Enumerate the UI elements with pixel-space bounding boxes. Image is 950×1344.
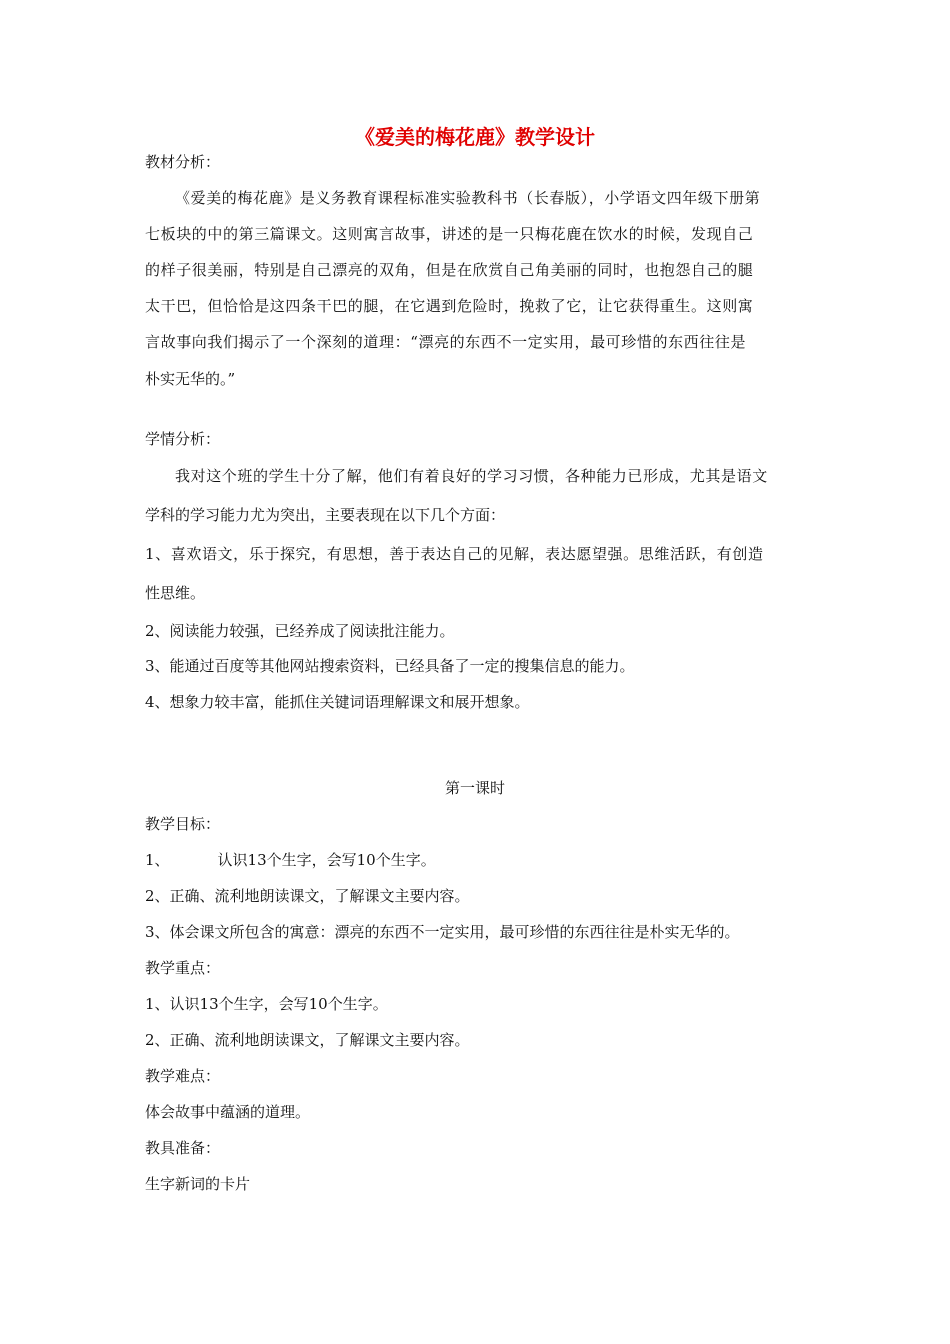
list-item-continuation: 性思维。 (145, 584, 206, 602)
list-text: 认识13个生字，会写10个生字。 (217, 851, 436, 869)
list-item: 1、喜欢语文，乐于探究，有思想，善于表达自己的见解，表达愿望强。思维活跃，有创造 (145, 545, 764, 563)
list-item: 3、能通过百度等其他网站搜索资料，已经具备了一定的搜集信息的能力。 (145, 657, 635, 675)
section-heading-difficulties: 教学难点： (145, 1067, 221, 1085)
list-item: 2、正确、流利地朗读课文，了解课文主要内容。 (145, 1031, 470, 1049)
section-heading-materials: 教具准备： (145, 1139, 221, 1157)
list-item: 4、想象力较丰富，能抓住关键词语理解课文和展开想象。 (145, 693, 530, 711)
paragraph-line: 学科的学习能力尤为突出，主要表现在以下几个方面： (145, 506, 506, 524)
paragraph-line: 太干巴，但恰恰是这四条干巴的腿，在它遇到危险时，挽救了它，让它获得重生。这则寓 (145, 297, 754, 315)
paragraph-line: 的样子很美丽，特别是自己漂亮的双角，但是在欣赏自己角美丽的同时，也抱怨自己的腿 (145, 261, 754, 279)
paragraph-line: 七板块的中的第三篇课文。这则寓言故事，讲述的是一只梅花鹿在饮水的时候，发现自己 (145, 225, 754, 243)
list-item: 3、体会课文所包含的寓意：漂亮的东西不一定实用，最可珍惜的东西往往是朴实无华的。 (145, 923, 740, 941)
section-heading-textbook-analysis: 教材分析： (145, 153, 221, 171)
section-heading-student-analysis: 学情分析： (145, 430, 221, 448)
list-item: 1、认识13个生字，会写10个生字。 (145, 995, 388, 1013)
list-item (145, 850, 436, 870)
list-item: 2、正确、流利地朗读课文，了解课文主要内容。 (145, 887, 470, 905)
paragraph-line: 我对这个班的学生十分了解，他们有着良好的学习习惯，各种能力已形成，尤其是语文 (175, 467, 768, 485)
paragraph-line: 生字新词的卡片 (145, 1175, 251, 1193)
paragraph-line: 《爱美的梅花鹿》是义务教育课程标准实验教科书（长春版），小学语文四年级下册第 (175, 189, 761, 207)
list-item: 2、阅读能力较强，已经养成了阅读批注能力。 (145, 622, 455, 640)
section-heading-key-points: 教学重点： (145, 959, 221, 977)
lesson-heading: 第一课时 (444, 779, 505, 797)
document-title: 《爱美的梅花鹿》教学设计 (355, 125, 595, 149)
list-number: 1、 (145, 851, 170, 869)
paragraph-line: 朴实无华的。” (145, 370, 236, 388)
paragraph-line: 体会故事中蕴涵的道理。 (145, 1103, 311, 1121)
paragraph-line: 言故事向我们揭示了一个深刻的道理：“漂亮的东西不一定实用，最可珍惜的东西往往是 (145, 333, 747, 351)
section-heading-goals: 教学目标： (145, 815, 221, 833)
